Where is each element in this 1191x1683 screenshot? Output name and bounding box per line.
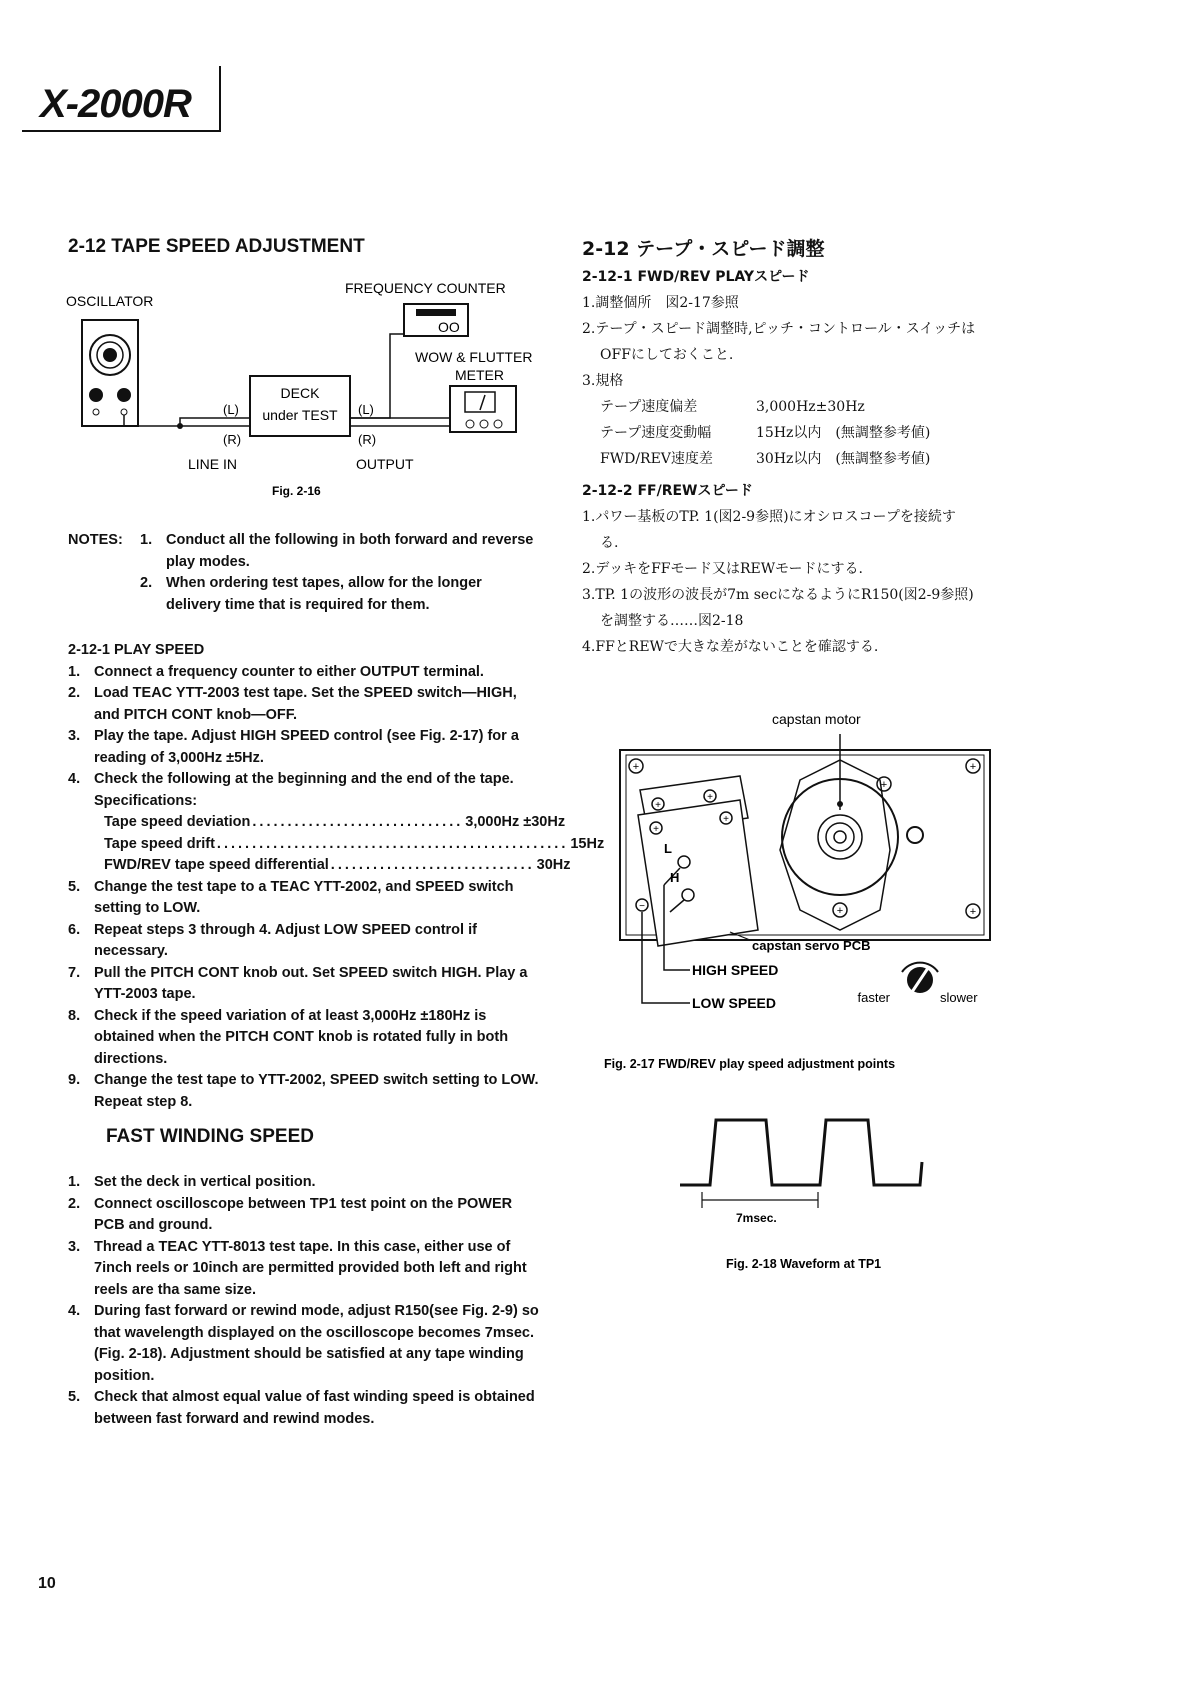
- svg-text:−: −: [639, 901, 645, 912]
- deck-input-l: (L): [223, 402, 239, 417]
- step-item: 8. Check if the speed variation of at least 3,000Hz ±180Hz is obtained when the PITCH CONT knob is rotated fully in both directions.: [68, 1007, 509, 1067]
- fig-2-16-caption: Fig. 2-16: [272, 484, 321, 498]
- spec-row: Tape speed deviation .............................. 3,000Hz ±30Hz: [104, 814, 566, 830]
- fast-steps-list: [68, 1172, 542, 1430]
- jp-item: 1.調整個所 図2-17参照: [582, 295, 739, 311]
- square-wave: [680, 1120, 922, 1185]
- spec-row: FWD/REV tape speed differential ............................. 30Hz: [104, 857, 571, 873]
- frequency-counter-label: FREQUENCY COUNTER: [345, 280, 506, 296]
- slower-label: slower: [940, 990, 978, 1005]
- section-title-jp: 2-12 テープ・スピード調整: [582, 238, 825, 260]
- jp-section: [582, 264, 1142, 660]
- step-item: 3. Play the tape. Adjust HIGH SPEED control (see Fig. 2-17) for a reading of 3,000Hz ±5Hz.: [68, 728, 519, 766]
- step-item: 5. Check that almost equal value of fast winding speed is obtained between fast forward and rewind modes.: [68, 1389, 535, 1427]
- oscillator-knob-icon: [89, 388, 103, 402]
- play-speed-title: 2-12-1 PLAY SPEED: [68, 642, 205, 658]
- wow-flutter-label: WOW & FLUTTER: [415, 349, 533, 365]
- jp-item: 2.テープ・スピード調整時,ピッチ・コントロール・スイッチは: [582, 321, 976, 337]
- note-item: 1. Conduct all the following in both forward and reverse play modes.: [140, 532, 534, 570]
- jp-item: 3.TP. 1の波形の波長が7m secになるようにR150(図2-9参照): [582, 587, 974, 603]
- oscillator-label: OSCILLATOR: [66, 293, 154, 309]
- jp-spec-row: テープ速度変動幅 15Hz以内 (無調整参考値): [600, 425, 931, 441]
- step-item: 6. Repeat steps 3 through 4. Adjust LOW SPEED control if necessary.: [68, 921, 477, 959]
- step-item: 1. Set the deck in vertical position.: [68, 1174, 316, 1190]
- step-item: 7. Pull the PITCH CONT knob out. Set SPEED switch HIGH. Play a YTT-2003 tape.: [68, 964, 528, 1002]
- counter-display-icon: [416, 309, 456, 316]
- jp-spec-row: FWD/REV速度差 30Hz以内 (無調整参考値): [600, 451, 931, 467]
- page-number: 10: [38, 1575, 56, 1592]
- step-item: 5. Change the test tape to a TEAC YTT-2002, and SPEED switch setting to LOW.: [68, 878, 514, 916]
- jp-item: る.: [600, 535, 619, 551]
- step-item: 2. Load TEAC YTT-2003 test tape. Set the SPEED switch—HIGH, and PITCH CONT knob—OFF.: [68, 685, 517, 723]
- svg-text:+: +: [655, 800, 661, 811]
- svg-text:OO: OO: [438, 319, 460, 335]
- svg-text:+: +: [836, 905, 844, 917]
- notes-label: NOTES:: [68, 532, 123, 548]
- step-item: 1. Connect a frequency counter to either OUTPUT terminal.: [68, 663, 484, 680]
- fig-2-18-waveform: [670, 1110, 970, 1280]
- jp-sub2: 2-12-2 FF/REWスピード: [582, 483, 753, 499]
- jp-item: 1.パワー基板のTP. 1(図2-9参照)にオシロスコープを接続す: [582, 509, 956, 525]
- step-item: 2. Connect oscilloscope between TP1 test point on the POWER PCB and ground.: [68, 1195, 513, 1233]
- meter-label: METER: [455, 367, 504, 383]
- high-speed-label: HIGH SPEED: [692, 962, 779, 978]
- svg-text:+: +: [632, 761, 640, 773]
- fast-winding-title: FAST WINDING SPEED: [106, 1126, 314, 1147]
- spec-row: Tape speed drift .................................................. 15Hz: [104, 835, 605, 852]
- line-in-label: LINE IN: [188, 456, 238, 472]
- low-speed-label: LOW SPEED: [692, 995, 777, 1011]
- faster-label: faster: [857, 990, 890, 1005]
- deck-input-r: (R): [223, 432, 242, 447]
- svg-text:+: +: [969, 761, 977, 773]
- fig-2-17-diagram: [600, 700, 1030, 1080]
- header-rule: [22, 130, 220, 132]
- step-item: 3. Thread a TEAC YTT-8013 test tape. In this case, either use of 7inch reels or 10inch are permitted provided both left and right reels are tha same size.: [68, 1238, 527, 1298]
- wow-flutter-meter-box: [450, 386, 516, 432]
- hole-icon: [907, 827, 923, 843]
- jp-sub1: 2-12-1 FWD/REV PLAYスピード: [582, 269, 810, 285]
- svg-text:+: +: [707, 792, 713, 803]
- svg-text:+: +: [723, 814, 729, 825]
- jp-item: 2.デッキをFFモード又はREWモードにする.: [582, 561, 863, 577]
- step-item: 4. During fast forward or rewind mode, adjust R150(see Fig. 2-9) so that wavelength displayed on the oscilloscope becomes 7msec. (Fig. 2-18). Adjustment should be satisfied at any tape winding position.: [68, 1303, 539, 1384]
- jp-item: 3.規格: [582, 373, 624, 389]
- header-vertical-rule: [219, 66, 221, 132]
- deck-label: DECK: [280, 385, 320, 401]
- svg-text:+: +: [880, 779, 888, 791]
- model-title: X-2000R: [40, 82, 191, 126]
- notes-block: [68, 530, 538, 616]
- period-label: 7msec.: [736, 1211, 777, 1225]
- oscillator-knob-icon: [117, 388, 131, 402]
- l-marker: L: [664, 841, 672, 856]
- fig-2-17-caption: Fig. 2-17 FWD/REV play speed adjustment points: [604, 1057, 896, 1071]
- deck-output-r: (R): [358, 432, 377, 447]
- jp-item: 4.FFとREWで大きな差がないことを確認する.: [582, 639, 879, 655]
- fig-2-16-diagram: [60, 280, 570, 500]
- deck-output-l: (L): [358, 402, 374, 417]
- capstan-motor-label: capstan motor: [772, 711, 861, 727]
- fast-winding-section: [68, 1172, 542, 1430]
- specifications-label: Specifications:: [94, 792, 198, 809]
- step-item: 9. Change the test tape to YTT-2002, SPEED switch setting to LOW. Repeat step 8.: [68, 1072, 539, 1110]
- play-speed-section: [68, 640, 605, 1113]
- play-steps-list: [68, 662, 605, 1114]
- fig-2-18-caption: Fig. 2-18 Waveform at TP1: [726, 1257, 882, 1271]
- step-item: 4. Check the following at the beginning and the end of the tape. Specifications: Tape speed deviation .............................. 3,000Hz ±30Hz Tape speed drift .................................................. 15Hz FWD/REV tape speed differential ............................. 30Hz: [68, 769, 540, 877]
- svg-text:+: +: [653, 824, 659, 835]
- svg-text:+: +: [969, 906, 977, 918]
- h-marker: H: [670, 870, 680, 885]
- note-item: 2. When ordering test tapes, allow for the longer delivery time that is required for them.: [140, 575, 482, 613]
- jp-item: を調整する……図2-18: [600, 613, 744, 629]
- capstan-servo-label: capstan servo PCB: [752, 938, 871, 953]
- deck-label-2: under TEST: [262, 407, 338, 423]
- notes-list: [140, 530, 538, 616]
- section-title-en: 2-12 TAPE SPEED ADJUSTMENT: [68, 236, 365, 257]
- jp-item: OFFにしておくこと.: [600, 347, 734, 363]
- jp-spec-row: テープ速度偏差 3,000Hz±30Hz: [600, 399, 865, 415]
- output-label: OUTPUT: [356, 456, 414, 472]
